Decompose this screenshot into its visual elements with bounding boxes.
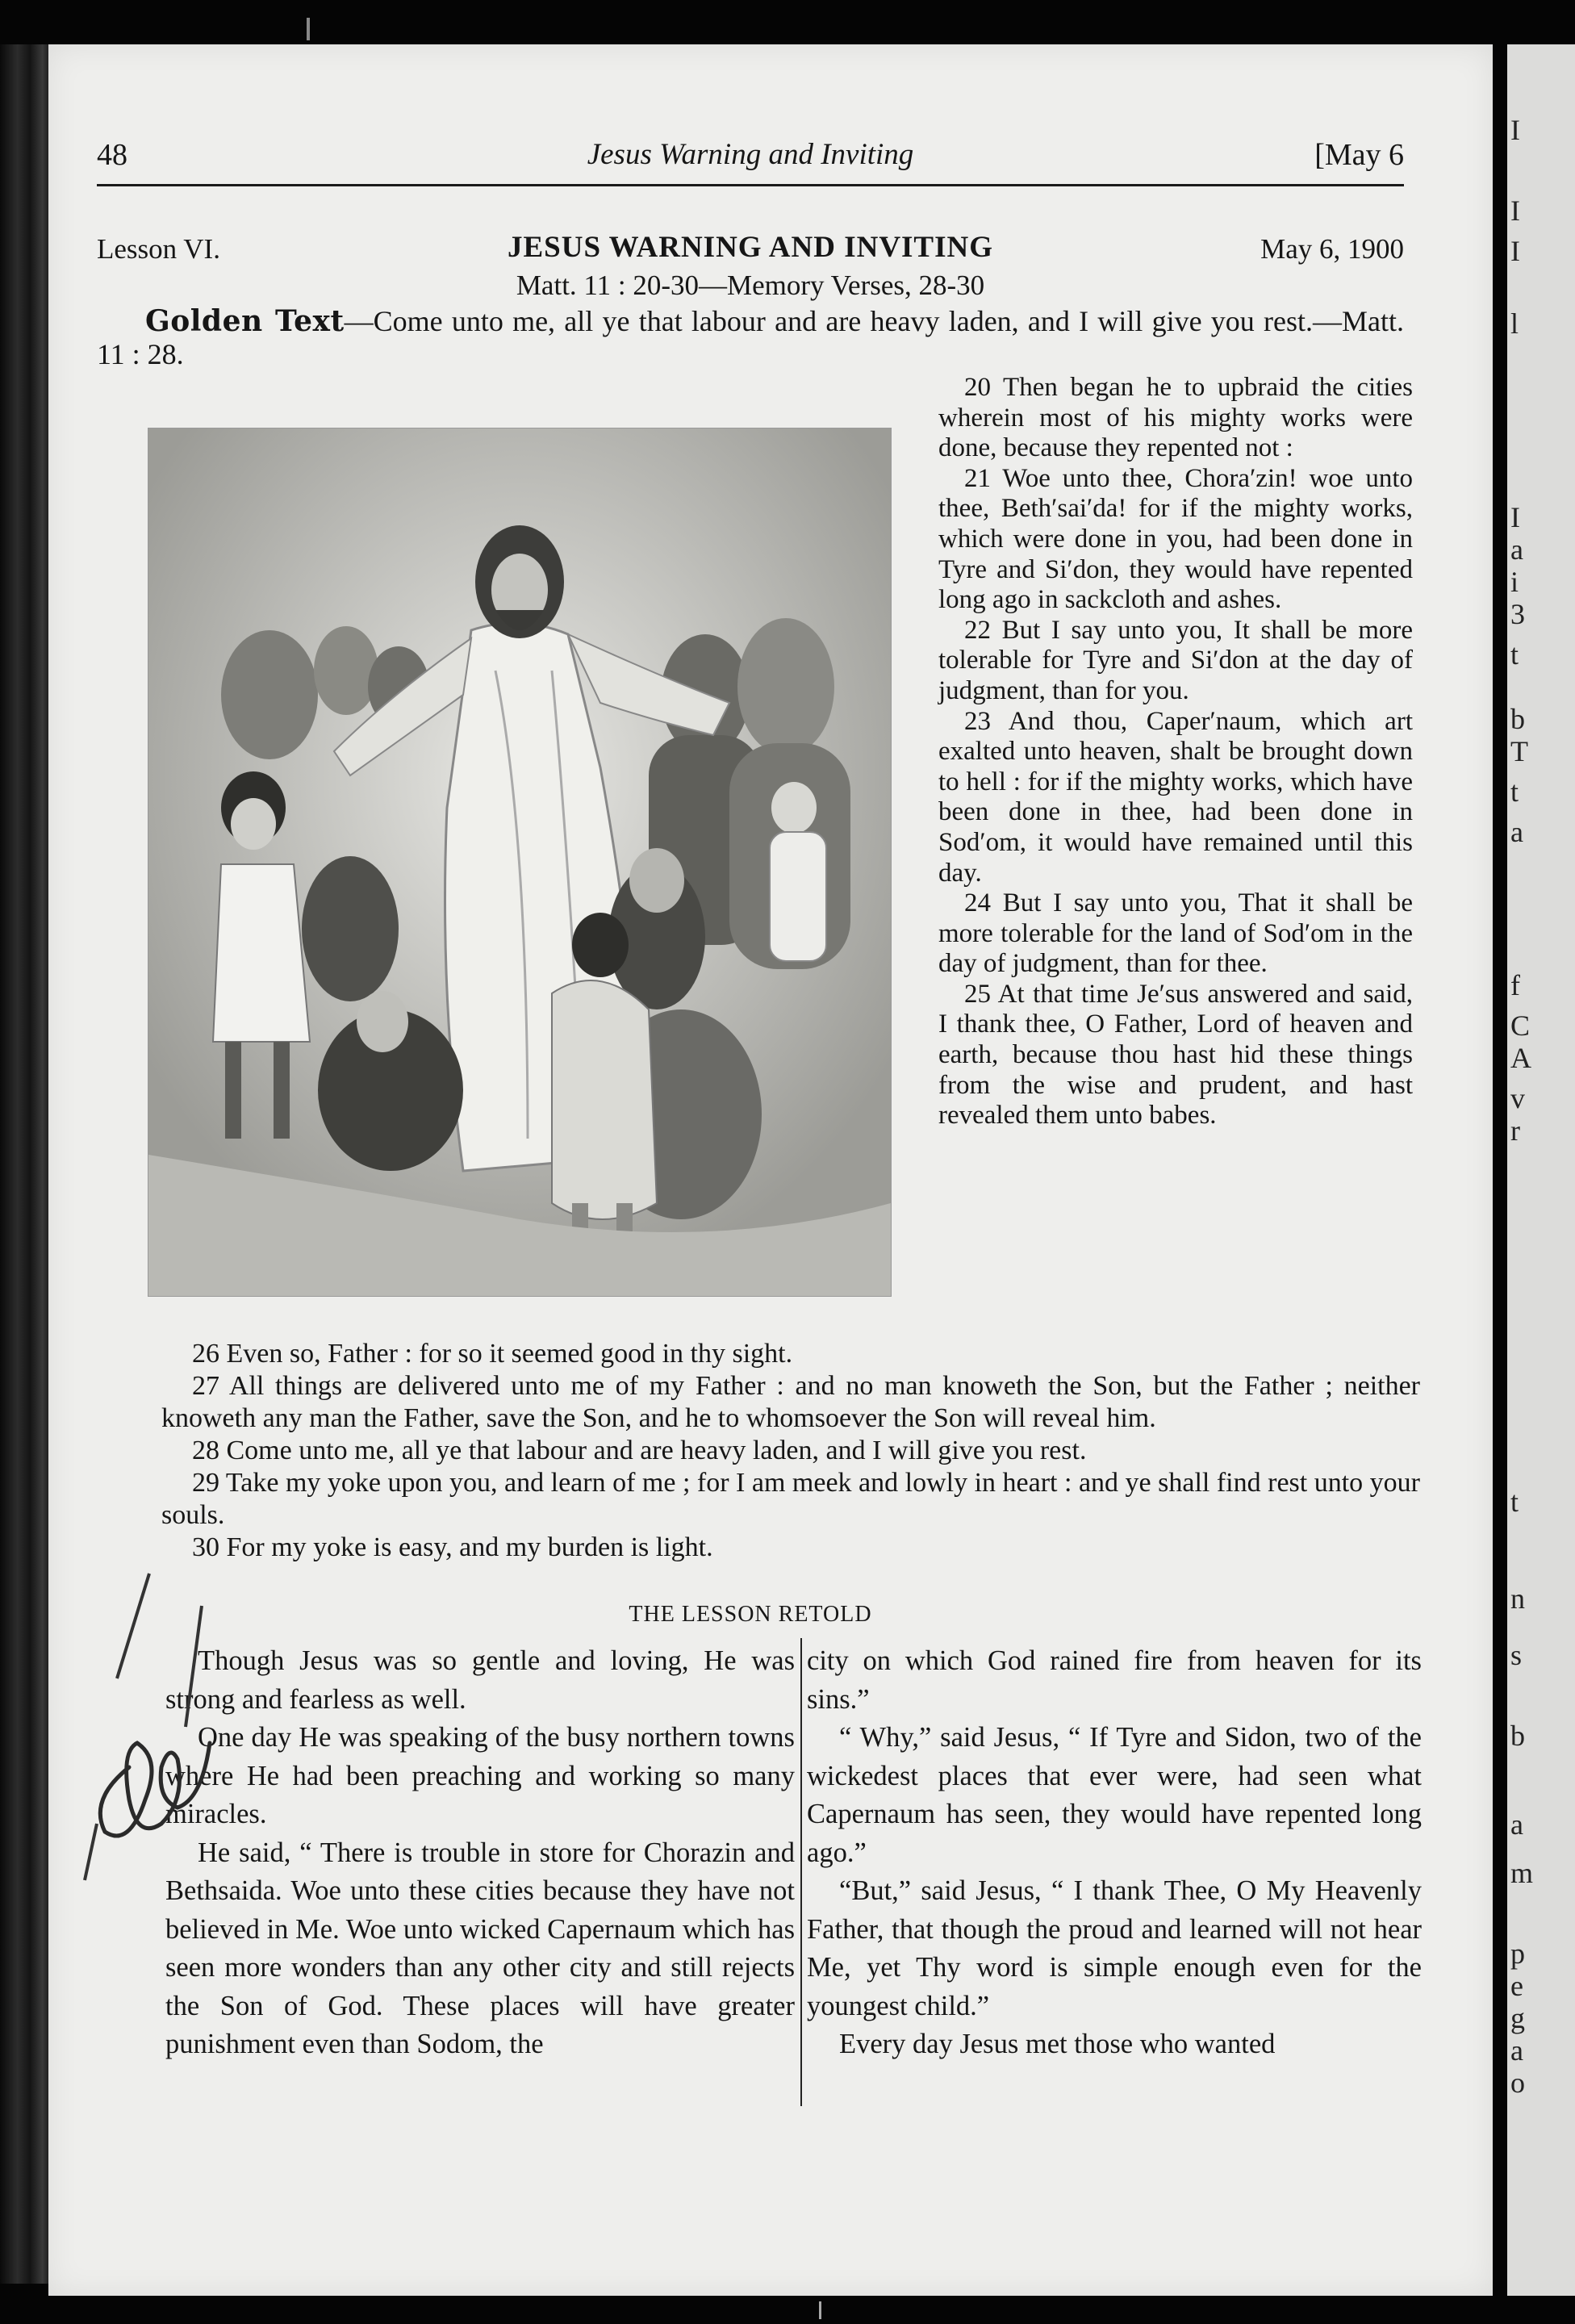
adjacent-page-letter: o: [1510, 2067, 1525, 2099]
retold-paragraph: Though Jesus was so gentle and loving, He was strong and fearless as well.: [165, 1645, 795, 1715]
adjacent-page-letter: f: [1510, 969, 1520, 1001]
adjacent-page-letter: a: [1510, 1808, 1523, 1841]
scripture-reference: Matt. 11 : 20-30—Memory Verses, 28-30: [516, 270, 985, 301]
adjacent-page-edge: [1507, 44, 1575, 2296]
retold-paragraph: city on which God rained fire from heaven for its sins.”: [807, 1645, 1422, 1715]
golden-text: [97, 305, 1404, 371]
verse-26: 26 Even so, Father : for so it seemed good in thy sight.: [192, 1339, 793, 1369]
retold-right-column: [807, 1642, 1422, 2064]
header-rule: [97, 184, 1404, 186]
lesson-retold-heading: THE LESSON RETOLD: [629, 1602, 872, 1627]
adjacent-page-letter: a: [1510, 533, 1523, 566]
verse-28: 28 Come unto me, all ye that labour and are heavy laden, and I will give you rest.: [192, 1436, 1087, 1465]
running-head: [97, 137, 1404, 178]
adjacent-page-letter: I: [1510, 194, 1520, 227]
verse-25: 25 At that time Je′sus answered and said, I thank thee, O Father, Lord of heaven and earth, because thou hast hid these things from the wise and prudent, and hast revealed them unto babes.: [938, 979, 1413, 1131]
adjacent-page-letter: v: [1510, 1082, 1525, 1114]
golden-text-label: Golden Text: [145, 304, 345, 338]
scan-mark: [307, 18, 310, 40]
adjacent-page-letter: a: [1510, 816, 1523, 848]
retold-paragraph: “But,” said Jesus, “ I thank Thee, O My Heavenly Father, that though the proud and learned will not hear Me, yet Thy word is simple enough even for the youngest child.”: [807, 1875, 1422, 2021]
verse-21: 21 Woe unto thee, Chora′zin! woe unto thee, Beth′sai′da! for if the mighty works, which were done in you, had been done in Tyre and Si′don, they would have repented long ago in sackcloth and ashes.: [938, 463, 1413, 615]
running-title: Jesus Warning and Inviting: [587, 138, 914, 171]
lesson-number: Lesson VI.: [97, 233, 220, 265]
verse-23: 23 And thou, Caper′naum, which art exalted unto heaven, shalt be brought down to hell : for if the mighty works, which have been done in thee, had been done in Sod′om, it would have remained until this day.: [938, 706, 1413, 888]
lesson-date: May 6, 1900: [1260, 233, 1404, 265]
handwritten-annotation: [73, 1557, 226, 1896]
adjacent-page-letter: b: [1510, 1720, 1525, 1752]
lesson-header: [97, 230, 1404, 269]
adjacent-page-letter: t: [1510, 775, 1519, 808]
column-divider: [800, 1638, 802, 2106]
adjacent-page-letter: I: [1510, 501, 1520, 533]
adjacent-page-letter: 3: [1510, 598, 1525, 630]
verse-29: 29 Take my yoke upon you, and learn of me ; for I am meek and lowly in heart : and ye shall find rest unto your souls.: [161, 1468, 1420, 1530]
book-binding: [0, 44, 50, 2284]
adjacent-page-letter: m: [1510, 1857, 1534, 1889]
adjacent-page-letter: A: [1510, 1042, 1531, 1074]
retold-paragraph: “ Why,” said Jesus, “ If Tyre and Sidon, two of the wickedest places that ever were, had seen what Capernaum has seen, they would have repented long ago.”: [807, 1722, 1422, 1868]
adjacent-page-letter: r: [1510, 1114, 1520, 1147]
verse-24: 24 But I say unto you, That it shall be more tolerable for the land of Sod′om in the day of judgment, than for thee.: [938, 888, 1413, 979]
page-number: 48: [97, 138, 127, 172]
retold-paragraph: Every day Jesus met those who wanted: [839, 2029, 1276, 2059]
verse-30: 30 For my yoke is easy, and my burden is light.: [192, 1532, 713, 1562]
adjacent-page-letter: l: [1510, 307, 1519, 340]
adjacent-page-letter: I: [1510, 114, 1520, 146]
lesson-title: JESUS WARNING AND INVITING: [507, 231, 994, 264]
verse-27: 27 All things are delivered unto me of my Father : and no man knoweth the Son, but the Father ; neither knoweth any man the Father, save the Son, and he to whomsoever the Son will reveal him.: [161, 1371, 1420, 1433]
adjacent-page-letter: a: [1510, 2034, 1523, 2067]
verse-22: 22 But I say unto you, It shall be more tolerable for Tyre and Si′don at the day of judgment, than for you.: [938, 615, 1413, 705]
scan-mark: [819, 2301, 821, 2319]
retold-paragraph: One day He was speaking of the busy northern towns where He had been preaching and working so many miracles.: [165, 1722, 795, 1829]
jesus-with-children-illustration: [148, 428, 892, 1297]
pencil-mark-drawing: [73, 1557, 226, 1896]
adjacent-page-letter: b: [1510, 703, 1525, 735]
adjacent-page-letter: g: [1510, 2002, 1525, 2034]
adjacent-page-letter: e: [1510, 1970, 1523, 2002]
retold-paragraph: He said, “ There is trouble in store for Chorazin and Bethsaida. Woe unto these cities because they have not believed in Me. Woe unto wicked Capernaum which has seen more wonders than any other city and still rejects the Son of God. These places will have greater punishment even than Sodom, the: [165, 1837, 795, 2059]
verse-20: 20 Then began he to upbraid the cities wherein most of his mighty works were done, because they repented not :: [938, 373, 1413, 463]
retold-left-column: [165, 1642, 795, 2064]
adjacent-page-letter: t: [1510, 638, 1519, 671]
adjacent-page-letter: C: [1510, 1009, 1531, 1042]
adjacent-page-letter: p: [1510, 1937, 1525, 1970]
running-date: [May 6: [1314, 138, 1404, 172]
golden-text-body: —Come unto me, all ye that labour and are heavy laden, and I will give you rest.—Matt. 11 : 28.: [97, 305, 1404, 370]
adjacent-page-letter: s: [1510, 1639, 1523, 1671]
adjacent-page-letter: i: [1510, 566, 1519, 598]
adjacent-page-letter: I: [1510, 235, 1520, 267]
adjacent-page-letter: t: [1510, 1486, 1519, 1518]
illustration-drawing: [148, 428, 891, 1296]
adjacent-page-letter: n: [1510, 1582, 1525, 1615]
verses-full-width: [161, 1338, 1420, 1564]
verses-column: [938, 373, 1413, 1131]
adjacent-page-letter: T: [1510, 735, 1528, 767]
